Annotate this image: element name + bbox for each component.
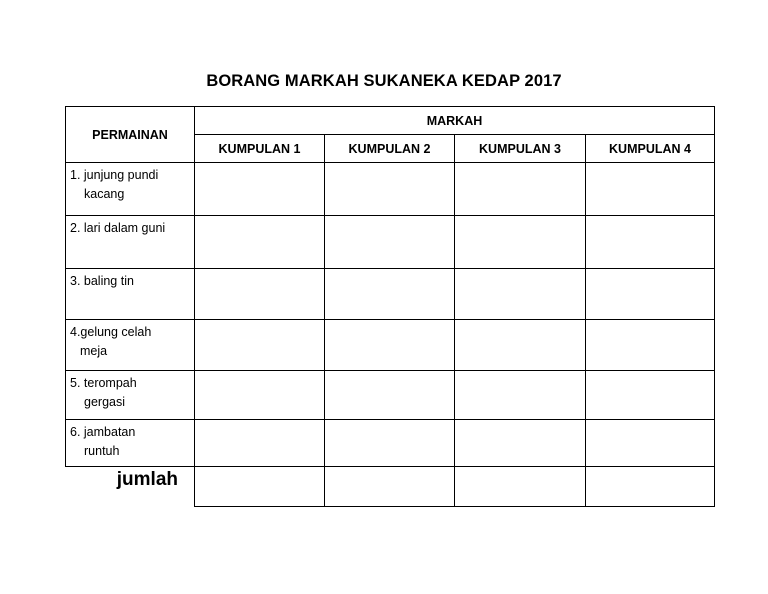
total-row: [66, 467, 715, 507]
score-cell[interactable]: [455, 269, 586, 320]
header-permainan: PERMAINAN: [66, 107, 195, 163]
score-cell[interactable]: [586, 420, 715, 467]
score-cell[interactable]: [195, 269, 325, 320]
header-markah: MARKAH: [195, 107, 715, 135]
score-cell[interactable]: [586, 269, 715, 320]
score-cell[interactable]: [325, 163, 455, 216]
score-cell[interactable]: [586, 320, 715, 371]
table-row: [66, 420, 715, 467]
game-name-line1: 4.gelung celah: [70, 325, 152, 339]
table-row: [66, 163, 715, 216]
score-cell[interactable]: [455, 163, 586, 216]
score-cell[interactable]: [455, 371, 586, 420]
score-cell[interactable]: [195, 216, 325, 269]
score-cell[interactable]: [325, 216, 455, 269]
score-cell[interactable]: [586, 216, 715, 269]
game-name: [66, 371, 195, 420]
score-cell[interactable]: [325, 269, 455, 320]
header-kumpulan-3: KUMPULAN 3: [455, 135, 586, 163]
table-row: [66, 320, 715, 371]
total-cell[interactable]: [586, 467, 715, 507]
table-row: [66, 269, 715, 320]
score-cell[interactable]: [325, 371, 455, 420]
total-cell[interactable]: [325, 467, 455, 507]
form-title: BORANG MARKAH SUKANEKA KEDAP 2017: [206, 72, 562, 90]
score-cell[interactable]: [455, 320, 586, 371]
game-name-line1: 2. lari dalam guni: [70, 221, 166, 235]
game-name-line2: runtuh: [84, 444, 120, 458]
game-name: [66, 320, 195, 371]
game-name-line1: 6. jambatan: [70, 425, 136, 439]
total-label: jumlah: [66, 467, 195, 507]
header-kumpulan-4: KUMPULAN 4: [586, 135, 715, 163]
score-cell[interactable]: [195, 420, 325, 467]
game-name: [66, 269, 195, 320]
game-name: [66, 420, 195, 467]
header-kumpulan-2: KUMPULAN 2: [325, 135, 455, 163]
game-name-line2: kacang: [84, 187, 125, 201]
table-row: [66, 216, 715, 269]
table-row: [66, 371, 715, 420]
game-name-line1: 1. junjung pundi: [70, 168, 159, 182]
score-cell[interactable]: [195, 371, 325, 420]
score-cell[interactable]: [586, 371, 715, 420]
score-cell[interactable]: [195, 163, 325, 216]
header-kumpulan-1: KUMPULAN 1: [195, 135, 325, 163]
score-cell[interactable]: [586, 163, 715, 216]
total-cell[interactable]: [195, 467, 325, 507]
game-name-line1: 3. baling tin: [70, 274, 134, 288]
game-name-line2: gergasi: [84, 395, 125, 409]
score-cell[interactable]: [325, 320, 455, 371]
score-cell[interactable]: [195, 320, 325, 371]
score-cell[interactable]: [325, 420, 455, 467]
score-cell[interactable]: [455, 420, 586, 467]
game-name: [66, 216, 195, 269]
game-name-line2: meja: [80, 344, 108, 358]
total-cell[interactable]: [455, 467, 586, 507]
game-name: [66, 163, 195, 216]
game-name-line1: 5. terompah: [70, 376, 137, 390]
score-table: [65, 106, 715, 507]
score-cell[interactable]: [455, 216, 586, 269]
